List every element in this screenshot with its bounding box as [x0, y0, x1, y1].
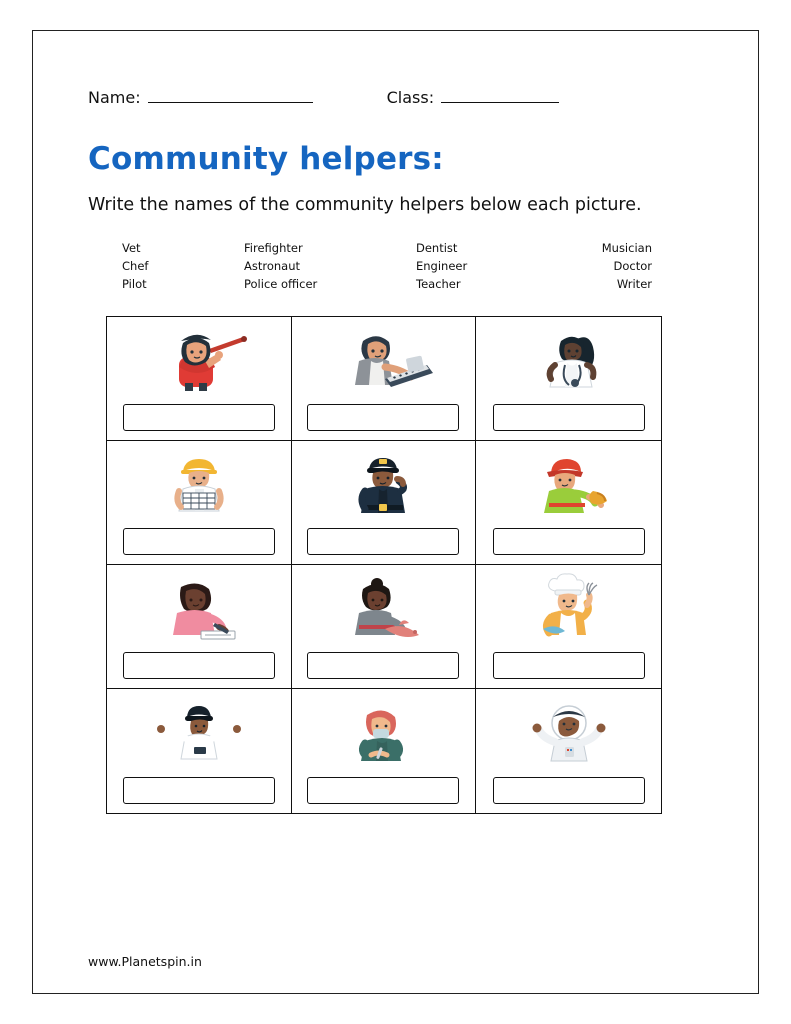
- grid-cell-astronaut: [476, 689, 661, 813]
- word-bank-row: [122, 240, 652, 258]
- answer-box[interactable]: [493, 777, 645, 804]
- name-label: Name:: [88, 88, 141, 107]
- musician-illustration: [323, 321, 443, 401]
- picture-grid: [106, 316, 662, 814]
- answer-box[interactable]: [493, 652, 645, 679]
- worksheet-content: [88, 88, 708, 814]
- answer-box[interactable]: [493, 404, 645, 431]
- class-input-line[interactable]: [441, 102, 559, 103]
- word-bank-cell: Chef: [122, 259, 149, 274]
- word-bank: [122, 240, 652, 293]
- student-info-row: [88, 88, 708, 107]
- grid-cell-chef: [476, 565, 661, 689]
- answer-box[interactable]: [307, 777, 459, 804]
- word-bank-cell: Musician: [601, 241, 652, 256]
- pilot-illustration: [139, 693, 259, 773]
- doctor-illustration: [509, 321, 629, 401]
- word-bank-cell: Pilot: [122, 277, 147, 291]
- police-officer-illustration: [323, 445, 443, 525]
- answer-box[interactable]: [123, 528, 275, 555]
- chef-illustration: [509, 569, 629, 649]
- answer-box[interactable]: [307, 652, 459, 679]
- grid-cell-engineer: [107, 441, 292, 565]
- answer-box[interactable]: [493, 528, 645, 555]
- word-bank-row: [122, 258, 652, 276]
- class-label: Class:: [386, 88, 435, 107]
- word-bank-cell: Doctor: [613, 259, 652, 274]
- grid-cell-pilot: [107, 689, 292, 813]
- word-bank-cell: Vet: [122, 241, 141, 256]
- engineer-illustration: [139, 445, 259, 525]
- astronaut-illustration: [509, 693, 629, 773]
- name-field: [88, 88, 313, 107]
- answer-box[interactable]: [307, 528, 459, 555]
- grid-cell-police-officer: [292, 441, 477, 565]
- word-bank-cell: Police officer: [244, 277, 318, 291]
- footer-url: [88, 954, 202, 969]
- word-bank-row: [122, 276, 652, 294]
- grid-cell-musician: [292, 317, 477, 441]
- class-field: [387, 88, 559, 107]
- grid-cell-writer: [107, 565, 292, 689]
- instructions-text: Write the names of the community helpers below each picture.: [88, 195, 642, 215]
- grid-cell-vet: [292, 565, 477, 689]
- grid-cell-teacher: [107, 317, 292, 441]
- teacher-illustration: [139, 321, 259, 401]
- answer-box[interactable]: [307, 404, 459, 431]
- word-bank-cell: Writer: [616, 277, 652, 291]
- page-title: Community helpers:: [88, 141, 444, 177]
- grid-cell-firefighter: [476, 441, 661, 565]
- grid-cell-dentist: [292, 689, 477, 813]
- footer-text: www.Planetspin.in: [88, 954, 202, 969]
- name-input-line[interactable]: [148, 102, 313, 103]
- word-bank-cell: Astronaut: [244, 259, 301, 274]
- word-bank-cell: Teacher: [416, 277, 461, 291]
- answer-box[interactable]: [123, 777, 275, 804]
- writer-illustration: [139, 569, 259, 649]
- firefighter-illustration: [509, 445, 629, 525]
- answer-box[interactable]: [123, 404, 275, 431]
- dentist-illustration: [323, 693, 443, 773]
- word-bank-cell: Dentist: [416, 241, 458, 256]
- grid-cell-doctor: [476, 317, 661, 441]
- vet-illustration: [323, 569, 443, 649]
- word-bank-cell: Firefighter: [244, 241, 303, 256]
- answer-box[interactable]: [123, 652, 275, 679]
- word-bank-cell: Engineer: [416, 259, 468, 274]
